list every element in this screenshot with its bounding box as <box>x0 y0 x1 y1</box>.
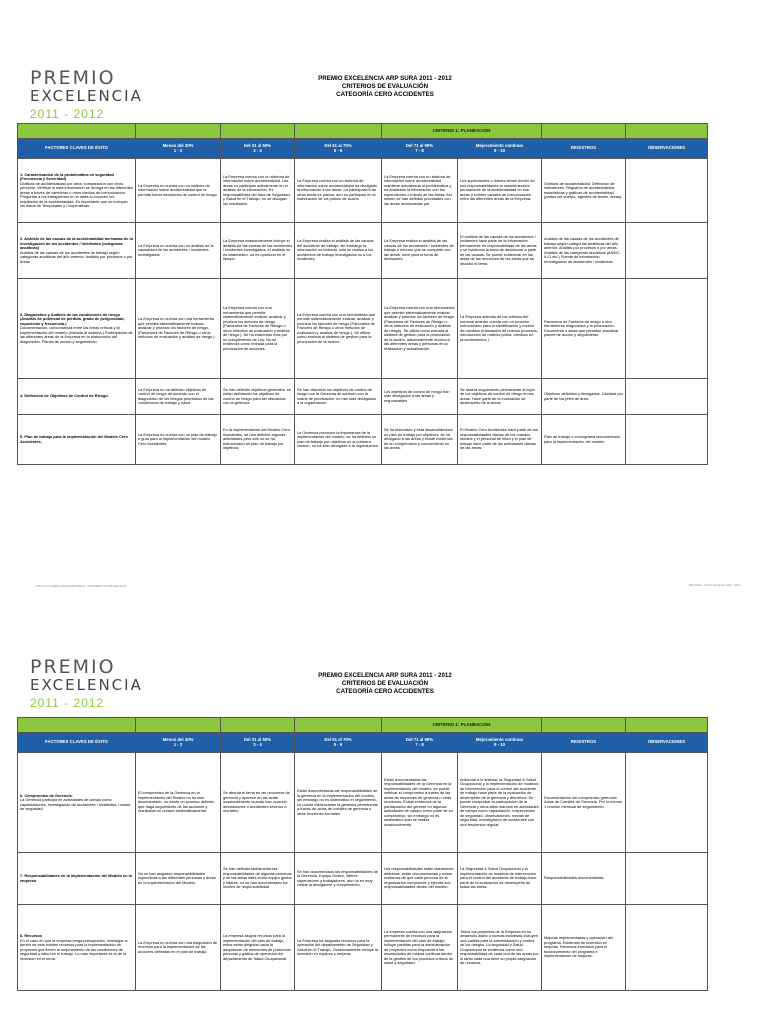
table-row <box>18 279 708 379</box>
header-c1 <box>136 139 221 159</box>
criteria-cell-c3: Se han discutido los objetivos de control de riesgo con la Gerencia de acuerdo con la matriz de priorización, no han sido divulgados a la organización <box>295 379 382 415</box>
criteria-cell-c1: La Empresa no cuenta con un análisis de la causalidad de los accidentes / incidentes investigados <box>136 223 221 279</box>
criteria-cell-c1: La Empresa no cuenta con una herramienta que permita sistemáticamente evaluar, analizar y priorizar los factores de riesgo. (Panorama de Factores de Riesgo u otros métodos de evaluación y análisis de riesgo.) <box>136 279 221 379</box>
premio-excelencia-logo-2 <box>30 657 143 712</box>
document-title-2 <box>250 672 520 696</box>
criteria-table-1 <box>17 123 708 465</box>
header-c5 <box>458 733 542 753</box>
criteria-cell-c5: Adicional a lo anterior, la Seguridad & Salud Ocupacional y la implementación de modelos de intervención para el control del accidente de trabajo hace parte de la evaluación de desempeño de la gerencia y directivos. Se puede comprobar la participación de la Gerencia y otros altos mandos en actividades de campo como capacitación, inspecciones de seguridad, observaciones, rondas de seguridad, investigación de accidentes con una frecuencia regular. <box>458 753 542 853</box>
header-row <box>18 139 708 159</box>
header-c1-range: Menos del 30% <box>162 143 194 148</box>
header-observaciones: OBSERVACIONES <box>626 139 708 159</box>
observaciones-cell <box>626 279 708 379</box>
table-row <box>18 159 708 223</box>
criteria-cell-c4: La empresa cuenta con una asignación permanente de recursos para la implementación del plan de trabajo, incluye partidas para la administración de proyectos como respuesta a las necesidades de mejora continua dentro de la gestión de los procesos críticos de salud y seguridad. <box>382 905 458 991</box>
criterion-title: CRITERIO 1: PLANEACIÓN <box>382 124 542 139</box>
criteria-cell-c4: Están documentadas las responsabilidades de la Gerencia en la implementación del modelo, se puede verificar el compromiso a través de las actas de reuniones de gerencia u otras reuniones. Existe evidencia de la participación del gerente en algunas actividades de campo como parte de su compromiso, sin embargo no es sistemático sólo se realiza ocasionalmente. <box>382 753 458 853</box>
factor-cell <box>18 905 136 991</box>
observaciones-cell <box>626 159 708 223</box>
criteria-cell-c1: La Empresa no ha definido objetivos de control de riesgo de acuerdo con el diagnóstico de los riesgos prioritarios de las condiciones de trabajo y salud. <box>136 379 221 415</box>
observaciones-cell <box>626 379 708 415</box>
criteria-cell-c4: Las responsabilidades están claramente definidas, están documentadas y existe evidencia de que cada persona de la organización comprende y ejecuta sus responsabilidades dentro del modelo. <box>382 853 458 905</box>
footer-left: TODOS LOS DERECHOS RESERVADOS - SURAMERICANA DE SEGUROS <box>36 585 127 588</box>
criterion-row <box>18 718 708 733</box>
factor-title: 6. Compromiso de Gerencia. <box>20 792 73 798</box>
factor-cell <box>18 379 136 415</box>
criteria-cell-c4: La Empresa cuenta con una herramienta que permite sistemáticamente evaluar, analizar y priorizar los factores de riesgo (Panorama de Factores de Riesgo u otros métodos de evaluación y análisis de riesgo). Se utiliza como entrada al sistema de gestión para la priorización de la acción, adicionalmente involucra las diferentes áreas y personas en la realización y actualización. <box>382 279 458 379</box>
header-c3 <box>295 733 382 753</box>
header-registros: REGISTROS <box>542 139 626 159</box>
criteria-cell-c4: La Empresa realiza el análisis de las causas de los accidentes / incidentes de trabajo e informe que se comparte con las áreas, sirve para la toma de decisiones. <box>382 223 458 279</box>
header-c3-score: 5 - 6 <box>333 741 343 747</box>
criteria-cell-c2: La empresa asigna recursos para la implementación del plan de trabajo, estos están dirigidos hacia la adquisición de elementos de protección personal y gastos de operación del departamento de Salud Ocupacional. <box>221 905 295 991</box>
title-line-2: CRITERIOS DE EVALUACIÓN <box>341 680 429 687</box>
factor-description: Análisis de las causas de los accidentes de trabajo según categorías analíticas del año anterior. Análisis por procesos o por áreas <box>20 249 133 264</box>
registros-cell: Gráficas de accidentalidad. Definición de indicadores. Registros de accidentalidad, estadísticas y gráficas de accidentalidad (partes del cuerpo, agentes de lesión, áreas). <box>542 159 626 223</box>
header-c4 <box>382 139 458 159</box>
logo-line-2: EXCELENCIA <box>30 676 143 694</box>
header-c3-score: 5 - 6 <box>333 147 343 153</box>
registros-cell: Documentación del compromiso gerencial. Actas de Comités de Gerencia. Por lo menos 1 reunión mensual de seguimiento. <box>542 753 626 853</box>
factor-title: 5. Plan de trabajo para la implementación del Modelo Cero Accidentes. <box>20 434 128 444</box>
registros-cell: Plan de trabajo o cronograma documentado para la implementación del modelo <box>542 415 626 465</box>
criteria-cell-c3: La Gerencia reconoce la importancia de la implementación del modelo, se ha definido un plan de trabajo por objetivos en su primera versión, no ha sido divulgado a la organización <box>295 415 382 465</box>
observaciones-cell <box>626 415 708 465</box>
header-c5-range: Mejoramiento continuo <box>475 737 524 742</box>
criteria-cell-c2: La Empresa cuenta con un sistema de información sobre accidentalidad. Las áreas no participan activamente en el análisis de la información. Es responsabilidad del área de Seguridad y Salud en el Trabajo, no se divulgan los resultados. <box>221 159 295 223</box>
criteria-cell-c3: La Empresa realiza el análisis de las causas del accidente de trabajo, sin embargo la información es limitada, sólo se realiza a los accidentes de trabajo investigados no a los incidentes. <box>295 223 382 279</box>
logo-years: 2011 - 2012 <box>30 696 105 710</box>
observaciones-cell <box>626 223 708 279</box>
factor-cell <box>18 415 136 465</box>
table-row <box>18 905 708 991</box>
header-c3-range: Del 51 al 70% <box>324 143 352 148</box>
factor-title: 7. Responsabilidades en la implementación del Modelo en la empresa <box>20 873 132 883</box>
header-c4-score: 7 - 8 <box>415 741 424 747</box>
logo-line-1: PREMIO <box>30 656 116 678</box>
observaciones-cell <box>626 905 708 991</box>
factor-title: 1. Caracterización de la problemática en seguridad (Frecuencia y Severidad) <box>20 171 114 181</box>
header-c5-score: 9 - 10 <box>494 147 505 153</box>
criteria-cell-c1: La Empresa no cuenta con un plan de trabajo o guía para la implementación del modelo Cero Accidentes. <box>136 415 221 465</box>
criteria-cell-c1: La Empresa no cuenta con una asignación de recursos para la implementación de las acciones definidas en el plan de trabajo. <box>136 905 221 991</box>
table-row <box>18 223 708 279</box>
criteria-cell-c4: Los objetivos de control de riesgo han sido divulgados a las áreas y responsables <box>382 379 458 415</box>
criteria-cell-c5: La Empresa además de los criterios del numeral anterior cuenta con un proceso estructurado para la identificación y control de cambios (Instalación de nuevos procesos, introducción de materia prima, cambios en procedimientos.) <box>458 279 542 379</box>
logo-line-1: PREMIO <box>30 67 116 89</box>
header-c4-range: Del 71 al 90% <box>405 737 434 742</box>
page-2 <box>0 640 768 1024</box>
header-c2-range: Del 31 al 50% <box>243 737 272 742</box>
header-c3-range: Del 51 al 70% <box>324 737 352 742</box>
factor-cell <box>18 159 136 223</box>
header-c5 <box>458 139 542 159</box>
criteria-cell-c2: La Empresa ocasionalmente incluye el análisis de las causas de los accidentes / incidentes investigados, el análisis no es sistemático, no es oportuno en el tiempo <box>221 223 295 279</box>
criteria-cell-c1: No se han asignado responsabilidades específicas a las diferentes personas y áreas en la implementación del Modelo. <box>136 853 221 905</box>
header-c1-score: 1 - 2 <box>173 741 183 747</box>
table-body-1 <box>18 159 708 465</box>
header-c1-score: 1 - 2 <box>173 147 183 153</box>
registros-cell: Panorama de Factores de riesgo u otra herramienta diagnóstica y la priorización. Documento o actas que permitan visualizar planes de acción y seguimiento. <box>542 279 626 379</box>
factor-cell <box>18 279 136 379</box>
observaciones-cell <box>626 753 708 853</box>
factor-description: En el caso en que la empresa tenga presupuesto, investigar si dentro de este existen recursos para la implementación de proyectos que lleven al mejoramiento de las condiciones de seguridad y salud en el trabajo. Lo más importante es la de la inversión en el tema. <box>20 937 128 961</box>
criteria-cell-c5: El Modelo Cero Accidentes hace parte de las responsabilidades diarias de los mandos medios y el personal de línea y el plan de trabajo hace parte de las actividades diarias de las áreas. <box>458 415 542 465</box>
title-line-1: PREMIO EXCELENCIA ARP SURA 2011 - 2012 <box>318 672 452 679</box>
factor-title: 4. Definición de Objetivos de Control de Riesgo. <box>20 393 109 399</box>
factor-description: Documentación, concordancia entre las áreas críticas y la implementación del modelo (entrada al sistema.) Participación de las diferentes áreas de la Empresa en la elaboración del diagnóstico. Planes de acción y seguimiento. <box>20 325 133 344</box>
logo-years: 2011 - 2012 <box>30 107 105 121</box>
header-c1-range: Menos del 30% <box>162 737 194 742</box>
criteria-cell-c3: La Empresa ha asignado recursos para la operación del departamento de Seguridad y Salud en el Trabajo. Ocasionalmente incluye la inversión en equipos y mejoras. <box>295 905 382 991</box>
criteria-cell-c1: El compromiso de la Gerencia en la implementación del Modelo no ha sido documentado, no existe un proceso definido que haga seguimiento de las acciones y resultados se revisan sistemáticamente. <box>136 753 221 853</box>
factor-cell <box>18 753 136 853</box>
header-c2-score: 3 - 4 <box>253 147 262 153</box>
header-c5-range: Mejoramiento continuo <box>475 143 524 148</box>
header-c4 <box>382 733 458 753</box>
header-c3 <box>295 139 382 159</box>
criteria-table-2 <box>17 717 708 991</box>
header-registros: REGISTROS <box>542 733 626 753</box>
criteria-cell-c3: La Empresa cuenta con un sistema de información sobre accidentalidad ha divulgado la información a las áreas. La participación de otras áreas es pasiva, aún no participan en la elaboración de los planes de acción. <box>295 159 382 223</box>
header-c2-range: Del 31 al 50% <box>243 143 272 148</box>
registros-cell: Mejoras implementadas y operación del programa. Evidencia de inversión en mejoras. Recursos invertidos para el funcionamiento del programa e implementación de mejoras. <box>542 905 626 991</box>
criteria-cell-c1: La Empresa no cuenta con un sistema de información sobre accidentalidad que le permita tomar decisiones de control de riesgo. <box>136 159 221 223</box>
criteria-cell-c4: La Empresa cuenta con un sistema de información sobre accidentalidad mantiene actualizada la problemática y ha analizado la información con los supervisores o líderes de las áreas. Así mismo se han definido prioridades con las áreas involucradas par <box>382 159 458 223</box>
factor-title: 2. Análisis de las causas de la accidentalidad derivadas de la investigación de los accidentes / incidentes (categorías analíticas) <box>20 236 133 250</box>
header-c2-score: 3 - 4 <box>253 741 262 747</box>
criteria-cell-c4: Se ha elaborado y esta desarrollándose un plan de trabajo por objetivos, se ha divulgado a las áreas y existe evidencia de su comprensión y conocimiento en las áreas. <box>382 415 458 465</box>
title-line-3: CATEGORÍA CERO ACCIDENTES <box>336 91 434 98</box>
registros-cell: Análisis de las causas de los accidentes de trabajo según categorías analíticas del año anterior. Análisis por procesos o por áreas. Análisis de las categorías analíticas (ANSO - ILCI etc.) Fuente de información Investigación de accidentes / incidentes. <box>542 223 626 279</box>
criteria-cell-c2: Se aborda el tema en las reuniones de gerencia y aparece en las actas ocasionalmente cuando han ocurrido desviaciones o accidentes severos o mortales. <box>221 753 295 853</box>
table-row <box>18 379 708 415</box>
observaciones-cell <box>626 853 708 905</box>
header-c1 <box>136 733 221 753</box>
header-factors: FACTORES CLAVES DE ÉXITO <box>18 139 136 159</box>
registros-cell: Responsabilidades documentadas. <box>542 853 626 905</box>
criteria-cell-c2: Se han definido objetivos generales, se están definiendo los objetivos de control de riesgo para ser discutidos con la gerencia <box>221 379 295 415</box>
title-line-3: CATEGORÍA CERO ACCIDENTES <box>336 688 434 695</box>
logo-line-2: EXCELENCIA <box>30 87 143 105</box>
criteria-cell-c2: La Empresa cuenta con una herramienta que permite sistemáticamente evaluar, analizar y priorizar los factores de riesgo. (Panorama de Factores de Riesgo u otros métodos de evaluación y análisis de riesgo.). Se ha elaborado mas por un cumplimiento de Ley. No se evidencia como entrada para la priorización de acciones. <box>221 279 295 379</box>
footer-right: ARP SURA - Premio Excelencia 2011 - 2012 <box>688 584 740 587</box>
criteria-cell-c5: Los supervisores o líderes tienen dentro de sus responsabilidades la caracterización permanente de la accidentalidad en sus áreas y existen canales de comunicación entre las diferentes áreas de la Empresa. <box>458 159 542 223</box>
factor-cell <box>18 853 136 905</box>
registros-cell: Objetivos definidos y divulgados. Claridad por parte de los jefes de área. <box>542 379 626 415</box>
criterion-title: CRITERIO 1: PLANEACIÓN <box>382 718 542 733</box>
title-line-2: CRITERIOS DE EVALUACIÓN <box>341 83 429 90</box>
header-c2 <box>221 139 295 159</box>
header-c2 <box>221 733 295 753</box>
header-row <box>18 733 708 753</box>
factor-title: 3. Diagnóstico y Análisis de las condiciones de riesgo (Análisis de potencial de pérdida, grado de peligrosidad, exposición y frecuencia.) <box>20 311 125 326</box>
criteria-cell-c2: Se han definido tácitamente las responsabilidades de algunas personas y de las áreas tales como equipo gestor y líderes, no se han documentado los niveles de responsabilidad <box>221 853 295 905</box>
table-row <box>18 753 708 853</box>
criteria-cell-c3: La Empresa cuenta con una herramienta que permite sistemáticamente evaluar, analizar y priorizar los factores de riesgo (Panorama de Factores de Riesgo u otros métodos de evaluación y análisis de riesgo.). Se utiliza como entrada al sistema de gestión para la priorización de la acción. <box>295 279 382 379</box>
criteria-cell-c3: Están documentadas las responsabilidades de la gerencia en la implementación del modelo, sin embargo no es sistemático el seguimiento, no puede evidenciarse la gerencia permanente a través de actas de comités de gerencia u otras reuniones formales. <box>295 753 382 853</box>
criteria-cell-c5: Se realiza seguimiento permanente al logro de los objetivos de control de riesgo en las áreas. Hace parte de la evaluación de desempeño de la áreas <box>458 379 542 415</box>
factor-description: Gráficas de accidentalidad por área, comparación con otros periodos. Verificar si esta información se divulga en las diferentes áreas a través de carteleras u otros medios de comunicación. Preguntar a los trabajadores en la visita si conocen los resultados de la accidentalidad. Es importante que se incluyan los datos de Temporales y Cooperativas. <box>20 180 133 208</box>
factor-cell <box>18 223 136 279</box>
factor-description: La Gerencia participa en actividades de campo como capacitaciones, investigación de accidentes / incidentes, rondas de seguridad. <box>20 797 131 811</box>
table-row <box>18 415 708 465</box>
premio-excelencia-logo <box>30 68 143 123</box>
factor-title: 8. Recursos <box>20 933 43 938</box>
criteria-cell-c2: En la implementación del Modelo Cero Accidentes, se han definido algunas actividades pero aún no se ha estructurado un plan de trabajo por objetivos <box>221 415 295 465</box>
criteria-cell-c5: Todos los proyectos de la Empresa en su desarrollo diario o nuevas iniciativas incluyen una partida para la administración y control de los riesgos. La seguridad y Salud Ocupacional se evidencia como una responsabilidad de cada una de las áreas por lo tanto cada una tiene su propia asignación de recursos. <box>458 905 542 991</box>
header-observaciones: OBSERVACIONES <box>626 733 708 753</box>
header-c4-range: Del 71 al 90% <box>405 143 434 148</box>
criteria-cell-c5: El análisis de las causas de los accidentes / incidentes hace parte de la información permanente es responsabilidad de las áreas y se evidencia la toma de decisiones a partir de las causas. Se puede evidenciar en las actas de las reuniones de las áreas que se discutió el tema. <box>458 223 542 279</box>
header-c5-score: 9 - 10 <box>494 741 505 747</box>
header-factors: FACTORES CLAVES DE ÉXITO <box>18 733 136 753</box>
title-line-1: PREMIO EXCELENCIA ARP SURA 2011 - 2012 <box>318 75 452 82</box>
header-c4-score: 7 - 8 <box>415 147 424 153</box>
table-row <box>18 853 708 905</box>
criteria-cell-c5: La Seguridad & Salud Ocupacional y la implementación de modelos de intervención para el control del accidente de trabajo hace parte de la evaluación de desempeño de todas las áreas. <box>458 853 542 905</box>
criterion-row <box>18 124 708 139</box>
criteria-cell-c3: Se han documentado las responsabilidades de la Gerencia, Equipo Gestor, líderes supervisores y trabajadores, aún no es muy visible la divulgación y cumplimiento. <box>295 853 382 905</box>
table-body-2 <box>18 753 708 991</box>
document-title <box>250 75 520 99</box>
